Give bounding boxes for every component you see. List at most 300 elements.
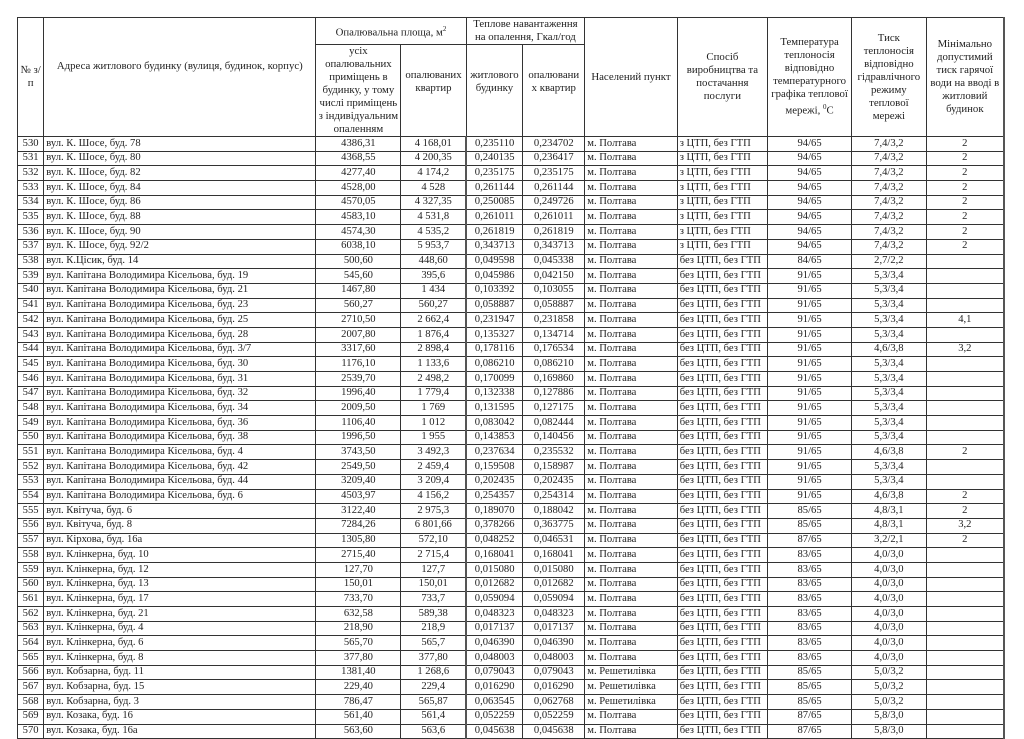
row-temperature: 94/65 [768, 195, 852, 210]
row-pressure: 7,4/3,2 [852, 239, 927, 254]
table-row [18, 137, 1005, 152]
row-temperature: 87/65 [768, 533, 852, 548]
row-area-all: 2539,70 [316, 372, 401, 387]
row-settlement: м. Полтава [585, 225, 677, 240]
row-area-apts: 1 779,4 [401, 386, 466, 401]
row-area-apts: 1 955 [401, 430, 466, 445]
row-number: 544 [18, 342, 44, 357]
row-load-apts: 0,363775 [523, 518, 585, 533]
row-temperature: 83/65 [768, 651, 852, 666]
row-number: 533 [18, 181, 44, 196]
row-number: 552 [18, 460, 44, 475]
row-settlement: м. Полтава [585, 474, 677, 489]
row-area-all: 3209,40 [316, 474, 401, 489]
row-area-all: 2710,50 [316, 313, 401, 328]
row-area-all: 500,60 [316, 254, 401, 269]
row-load-apts: 0,059094 [523, 592, 585, 607]
row-settlement: м. Полтава [585, 460, 677, 475]
table-row [18, 327, 1005, 342]
row-pressure: 7,4/3,2 [852, 166, 927, 181]
row-address: вул. Капітана Володимира Кісельова, буд. 31 [44, 372, 316, 387]
row-area-apts: 733,7 [401, 592, 466, 607]
header-area-sup: 2 [442, 24, 447, 33]
row-method: без ЦТП, без ГТП [677, 313, 767, 328]
row-method: з ЦТП, без ГТП [677, 151, 767, 166]
row-settlement: м. Полтава [585, 342, 677, 357]
row-number: 550 [18, 430, 44, 445]
row-load-apts: 0,140456 [523, 430, 585, 445]
row-load-apts: 0,103055 [523, 283, 585, 298]
header-temp-unit: С [826, 104, 834, 117]
row-area-apts: 395,6 [401, 269, 466, 284]
row-min-pressure [926, 562, 1004, 577]
row-method: з ЦТП, без ГТП [677, 181, 767, 196]
row-pressure: 5,3/3,4 [852, 416, 927, 431]
row-method: без ЦТП, без ГТП [677, 298, 767, 313]
row-method: без ЦТП, без ГТП [677, 357, 767, 372]
row-temperature: 91/65 [768, 283, 852, 298]
table-row [18, 607, 1005, 622]
row-load-apts: 0,015080 [523, 562, 585, 577]
row-method: без ЦТП, без ГТП [677, 283, 767, 298]
row-min-pressure [926, 254, 1004, 269]
row-address: вул. Капітана Володимира Кісельова, буд. 3/7 [44, 342, 316, 357]
row-address: вул. Клінкерна, буд. 8 [44, 651, 316, 666]
row-pressure: 5,3/3,4 [852, 474, 927, 489]
row-load-apts: 0,045638 [523, 724, 585, 739]
row-pressure: 5,3/3,4 [852, 386, 927, 401]
row-min-pressure [926, 430, 1004, 445]
table-row [18, 695, 1005, 710]
row-area-all: 4528,00 [316, 181, 401, 196]
row-number: 570 [18, 724, 44, 739]
row-settlement: м. Полтава [585, 327, 677, 342]
row-load-house: 0,170099 [466, 372, 523, 387]
row-address: вул. Капітана Володимира Кісельова, буд. 4 [44, 445, 316, 460]
row-area-all: 4368,55 [316, 151, 401, 166]
row-number: 569 [18, 709, 44, 724]
row-address: вул. Кірхова, буд. 16а [44, 533, 316, 548]
row-load-house: 0,135327 [466, 327, 523, 342]
row-min-pressure: 2 [926, 445, 1004, 460]
row-load-apts: 0,134714 [523, 327, 585, 342]
row-temperature: 94/65 [768, 239, 852, 254]
row-area-all: 1106,40 [316, 416, 401, 431]
row-number: 542 [18, 313, 44, 328]
row-min-pressure [926, 327, 1004, 342]
row-method: без ЦТП, без ГТП [677, 533, 767, 548]
row-pressure: 4,8/3,1 [852, 504, 927, 519]
row-temperature: 91/65 [768, 298, 852, 313]
row-area-apts: 2 459,4 [401, 460, 466, 475]
row-load-apts: 0,058887 [523, 298, 585, 313]
row-load-house: 0,131595 [466, 401, 523, 416]
table-row [18, 518, 1005, 533]
header-load-apts: опалювани х квартир [523, 45, 585, 137]
row-load-apts: 0,048323 [523, 607, 585, 622]
row-settlement: м. Полтава [585, 577, 677, 592]
row-pressure: 4,0/3,0 [852, 651, 927, 666]
row-pressure: 5,3/3,4 [852, 460, 927, 475]
row-number: 551 [18, 445, 44, 460]
row-settlement: м. Полтава [585, 548, 677, 563]
row-temperature: 85/65 [768, 680, 852, 695]
row-area-all: 2549,50 [316, 460, 401, 475]
row-min-pressure [926, 665, 1004, 680]
row-area-apts: 4 531,8 [401, 210, 466, 225]
row-load-house: 0,202435 [466, 474, 523, 489]
row-area-all: 2009,50 [316, 401, 401, 416]
row-settlement: м. Полтава [585, 607, 677, 622]
row-number: 540 [18, 283, 44, 298]
row-temperature: 83/65 [768, 548, 852, 563]
table-header [18, 18, 1005, 137]
row-pressure: 4,0/3,0 [852, 621, 927, 636]
row-area-apts: 565,7 [401, 636, 466, 651]
row-area-all: 561,40 [316, 709, 401, 724]
row-address: вул. Капітана Володимира Кісельова, буд. 42 [44, 460, 316, 475]
row-min-pressure: 2 [926, 195, 1004, 210]
row-area-all: 3122,40 [316, 504, 401, 519]
row-number: 549 [18, 416, 44, 431]
row-load-apts: 0,048003 [523, 651, 585, 666]
heating-data-table [17, 17, 1005, 739]
row-temperature: 91/65 [768, 489, 852, 504]
row-load-apts: 0,012682 [523, 577, 585, 592]
row-settlement: м. Полтава [585, 298, 677, 313]
row-address: вул. Капітана Володимира Кісельова, буд. 30 [44, 357, 316, 372]
row-area-apts: 1 268,6 [401, 665, 466, 680]
row-min-pressure [926, 651, 1004, 666]
row-area-apts: 563,6 [401, 724, 466, 739]
row-settlement: м. Полтава [585, 386, 677, 401]
row-area-apts: 4 200,35 [401, 151, 466, 166]
row-load-apts: 0,042150 [523, 269, 585, 284]
row-number: 568 [18, 695, 44, 710]
row-load-house: 0,016290 [466, 680, 523, 695]
row-load-house: 0,048323 [466, 607, 523, 622]
row-min-pressure [926, 724, 1004, 739]
row-area-apts: 2 898,4 [401, 342, 466, 357]
table-row [18, 416, 1005, 431]
row-area-apts: 229,4 [401, 680, 466, 695]
row-pressure: 4,0/3,0 [852, 577, 927, 592]
row-load-apts: 0,016290 [523, 680, 585, 695]
row-settlement: м. Полтава [585, 181, 677, 196]
row-settlement: м. Полтава [585, 210, 677, 225]
row-area-all: 1996,50 [316, 430, 401, 445]
row-number: 567 [18, 680, 44, 695]
row-load-house: 0,017137 [466, 621, 523, 636]
row-temperature: 91/65 [768, 474, 852, 489]
row-area-all: 6038,10 [316, 239, 401, 254]
table-row [18, 445, 1005, 460]
row-load-house: 0,058887 [466, 298, 523, 313]
row-temperature: 94/65 [768, 137, 852, 152]
row-method: з ЦТП, без ГТП [677, 166, 767, 181]
row-area-apts: 218,9 [401, 621, 466, 636]
row-method: без ЦТП, без ГТП [677, 327, 767, 342]
row-min-pressure [926, 298, 1004, 313]
table-row [18, 372, 1005, 387]
row-address: вул. Капітана Володимира Кісельова, буд. 19 [44, 269, 316, 284]
row-area-apts: 4 528 [401, 181, 466, 196]
row-method: з ЦТП, без ГТП [677, 239, 767, 254]
row-method: без ЦТП, без ГТП [677, 621, 767, 636]
row-settlement: м. Полтава [585, 592, 677, 607]
row-temperature: 91/65 [768, 416, 852, 431]
row-settlement: м. Полтава [585, 445, 677, 460]
row-number: 562 [18, 607, 44, 622]
row-temperature: 91/65 [768, 269, 852, 284]
row-load-apts: 0,046390 [523, 636, 585, 651]
row-address: вул. К. Шосе, буд. 86 [44, 195, 316, 210]
row-number: 559 [18, 562, 44, 577]
row-address: вул. Капітана Володимира Кісельова, буд. 6 [44, 489, 316, 504]
row-address: вул. Клінкерна, буд. 17 [44, 592, 316, 607]
row-area-apts: 2 975,3 [401, 504, 466, 519]
row-settlement: м. Полтава [585, 416, 677, 431]
row-load-apts: 0,086210 [523, 357, 585, 372]
row-area-all: 127,70 [316, 562, 401, 577]
row-address: вул. Капітана Володимира Кісельова, буд. 44 [44, 474, 316, 489]
row-temperature: 83/65 [768, 607, 852, 622]
row-load-apts: 0,236417 [523, 151, 585, 166]
row-area-all: 565,70 [316, 636, 401, 651]
table-row [18, 489, 1005, 504]
row-pressure: 5,0/3,2 [852, 680, 927, 695]
table-row [18, 313, 1005, 328]
row-number: 556 [18, 518, 44, 533]
row-load-house: 0,048252 [466, 533, 523, 548]
row-area-apts: 6 801,66 [401, 518, 466, 533]
row-min-pressure: 2 [926, 151, 1004, 166]
row-temperature: 85/65 [768, 504, 852, 519]
table-row [18, 548, 1005, 563]
row-min-pressure: 2 [926, 181, 1004, 196]
row-pressure: 5,3/3,4 [852, 269, 927, 284]
row-pressure: 5,3/3,4 [852, 327, 927, 342]
row-address: вул. К. Шосе, буд. 90 [44, 225, 316, 240]
row-address: вул. Козака, буд. 16а [44, 724, 316, 739]
row-number: 534 [18, 195, 44, 210]
row-area-apts: 150,01 [401, 577, 466, 592]
table-row [18, 151, 1005, 166]
row-area-apts: 1 434 [401, 283, 466, 298]
table-row [18, 298, 1005, 313]
row-method: без ЦТП, без ГТП [677, 651, 767, 666]
row-load-house: 0,132338 [466, 386, 523, 401]
row-load-house: 0,254357 [466, 489, 523, 504]
row-load-house: 0,189070 [466, 504, 523, 519]
row-method: без ЦТП, без ГТП [677, 709, 767, 724]
row-area-all: 2007,80 [316, 327, 401, 342]
row-min-pressure [926, 592, 1004, 607]
table-row [18, 357, 1005, 372]
row-method: без ЦТП, без ГТП [677, 695, 767, 710]
row-min-pressure: 4,1 [926, 313, 1004, 328]
row-address: вул. Капітана Володимира Кісельова, буд. 25 [44, 313, 316, 328]
row-settlement: м. Полтава [585, 518, 677, 533]
row-load-house: 0,168041 [466, 548, 523, 563]
row-method: без ЦТП, без ГТП [677, 680, 767, 695]
row-number: 560 [18, 577, 44, 592]
row-load-apts: 0,127886 [523, 386, 585, 401]
row-temperature: 91/65 [768, 357, 852, 372]
row-address: вул. Капітана Володимира Кісельова, буд. 36 [44, 416, 316, 431]
row-settlement: м. Полтава [585, 166, 677, 181]
row-temperature: 91/65 [768, 401, 852, 416]
row-settlement: м. Полтава [585, 269, 677, 284]
row-method: без ЦТП, без ГТП [677, 474, 767, 489]
row-area-all: 560,27 [316, 298, 401, 313]
row-address: вул. Капітана Володимира Кісельова, буд. 28 [44, 327, 316, 342]
row-area-all: 4583,10 [316, 210, 401, 225]
row-temperature: 87/65 [768, 709, 852, 724]
row-min-pressure [926, 607, 1004, 622]
row-number: 535 [18, 210, 44, 225]
row-pressure: 5,0/3,2 [852, 665, 927, 680]
row-number: 538 [18, 254, 44, 269]
row-pressure: 7,4/3,2 [852, 210, 927, 225]
row-load-apts: 0,261011 [523, 210, 585, 225]
row-area-all: 4386,31 [316, 137, 401, 152]
header-address: Адреса житлового будинку (вулиця, будинок, корпус) [44, 18, 316, 137]
row-area-all: 1467,80 [316, 283, 401, 298]
row-load-apts: 0,261819 [523, 225, 585, 240]
row-temperature: 94/65 [768, 151, 852, 166]
table-row [18, 577, 1005, 592]
row-area-apts: 4 168,01 [401, 137, 466, 152]
row-address: вул. Капітана Володимира Кісельова, буд. 23 [44, 298, 316, 313]
table-row [18, 166, 1005, 181]
row-area-all: 563,60 [316, 724, 401, 739]
row-area-apts: 4 174,2 [401, 166, 466, 181]
row-load-apts: 0,261144 [523, 181, 585, 196]
row-method: без ЦТП, без ГТП [677, 430, 767, 445]
row-method: без ЦТП, без ГТП [677, 342, 767, 357]
row-address: вул. Кобзарна, буд. 3 [44, 695, 316, 710]
row-number: 539 [18, 269, 44, 284]
row-area-all: 3743,50 [316, 445, 401, 460]
row-load-house: 0,015080 [466, 562, 523, 577]
row-area-all: 7284,26 [316, 518, 401, 533]
header-method: Спосіб виробництва та постачання послуги [677, 18, 767, 137]
row-area-apts: 560,27 [401, 298, 466, 313]
row-method: з ЦТП, без ГТП [677, 137, 767, 152]
row-load-apts: 0,082444 [523, 416, 585, 431]
row-load-apts: 0,046531 [523, 533, 585, 548]
row-area-apts: 1 012 [401, 416, 466, 431]
table-row [18, 562, 1005, 577]
row-number: 555 [18, 504, 44, 519]
row-address: вул. Клінкерна, буд. 6 [44, 636, 316, 651]
row-pressure: 5,0/3,2 [852, 695, 927, 710]
row-address: вул. Кобзарна, буд. 11 [44, 665, 316, 680]
row-area-all: 632,58 [316, 607, 401, 622]
row-temperature: 94/65 [768, 210, 852, 225]
row-load-house: 0,235110 [466, 137, 523, 152]
row-area-apts: 1 133,6 [401, 357, 466, 372]
table-row [18, 225, 1005, 240]
row-load-apts: 0,062768 [523, 695, 585, 710]
row-method: з ЦТП, без ГТП [677, 195, 767, 210]
row-area-apts: 4 156,2 [401, 489, 466, 504]
row-min-pressure: 2 [926, 166, 1004, 181]
table-row [18, 401, 1005, 416]
row-method: без ЦТП, без ГТП [677, 504, 767, 519]
row-min-pressure [926, 357, 1004, 372]
row-area-apts: 5 953,7 [401, 239, 466, 254]
row-area-all: 733,70 [316, 592, 401, 607]
row-load-apts: 0,045338 [523, 254, 585, 269]
row-method: без ЦТП, без ГТП [677, 372, 767, 387]
row-pressure: 5,3/3,4 [852, 401, 927, 416]
row-pressure: 7,4/3,2 [852, 137, 927, 152]
row-temperature: 83/65 [768, 636, 852, 651]
row-method: без ЦТП, без ГТП [677, 607, 767, 622]
row-load-apts: 0,127175 [523, 401, 585, 416]
row-method: з ЦТП, без ГТП [677, 210, 767, 225]
row-min-pressure: 3,2 [926, 518, 1004, 533]
row-load-house: 0,237634 [466, 445, 523, 460]
row-settlement: м. Полтава [585, 372, 677, 387]
row-area-apts: 2 498,2 [401, 372, 466, 387]
row-method: без ЦТП, без ГТП [677, 445, 767, 460]
row-load-apts: 0,343713 [523, 239, 585, 254]
row-area-apts: 4 535,2 [401, 225, 466, 240]
row-load-apts: 0,176534 [523, 342, 585, 357]
row-settlement: м. Полтава [585, 151, 677, 166]
row-address: вул. К. Шосе, буд. 84 [44, 181, 316, 196]
table-row [18, 709, 1005, 724]
row-number: 554 [18, 489, 44, 504]
table-row [18, 283, 1005, 298]
row-load-apts: 0,079043 [523, 665, 585, 680]
row-method: без ЦТП, без ГТП [677, 401, 767, 416]
row-method: без ЦТП, без ГТП [677, 489, 767, 504]
row-area-all: 2715,40 [316, 548, 401, 563]
row-load-apts: 0,234702 [523, 137, 585, 152]
header-temp [768, 18, 852, 137]
row-load-house: 0,143853 [466, 430, 523, 445]
row-settlement: м. Решетилівка [585, 695, 677, 710]
header-load-house: житлового будинку [466, 45, 523, 137]
header-area-group-label: Опалювальна площа, м [335, 26, 443, 39]
row-pressure: 3,2/2,1 [852, 533, 927, 548]
row-temperature: 91/65 [768, 460, 852, 475]
row-temperature: 94/65 [768, 166, 852, 181]
row-temperature: 94/65 [768, 225, 852, 240]
row-address: вул. Квітуча, буд. 8 [44, 518, 316, 533]
row-address: вул. Клінкерна, буд. 21 [44, 607, 316, 622]
row-pressure: 4,0/3,0 [852, 607, 927, 622]
row-settlement: м. Полтава [585, 357, 677, 372]
row-number: 566 [18, 665, 44, 680]
row-pressure: 5,3/3,4 [852, 283, 927, 298]
row-min-pressure [926, 372, 1004, 387]
row-pressure: 4,6/3,8 [852, 342, 927, 357]
row-load-apts: 0,249726 [523, 195, 585, 210]
row-area-apts: 561,4 [401, 709, 466, 724]
table-row [18, 636, 1005, 651]
row-number: 543 [18, 327, 44, 342]
row-area-all: 4277,40 [316, 166, 401, 181]
table-row [18, 533, 1005, 548]
row-area-apts: 572,10 [401, 533, 466, 548]
row-load-apts: 0,169860 [523, 372, 585, 387]
table-row [18, 195, 1005, 210]
